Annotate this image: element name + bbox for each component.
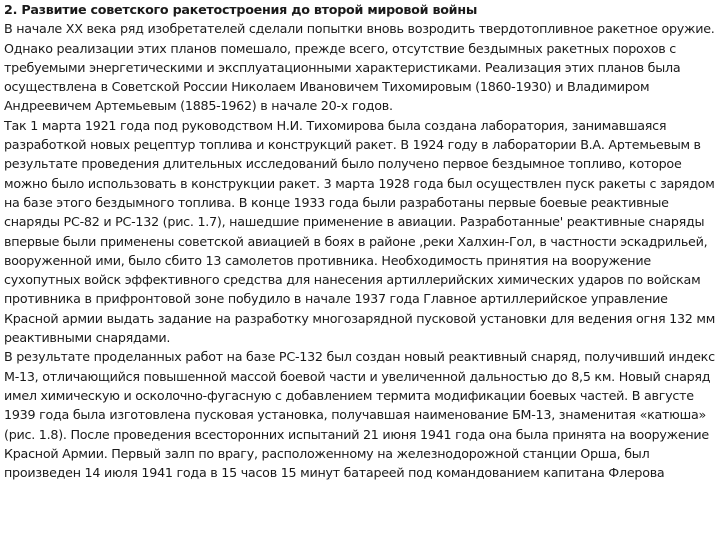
paragraph-laboratory: Так 1 марта 1921 года под руководством Н.И. Тихомирова была создана лаборатория, занимавшаяся разработкой новых рецептур топлива и конструкций ракет. В 1924 году в лаборатории В.А. Артемьевым в результате проведения длительных исследований было получено первое бездымное топливо, которое можно было использовать в конструкции ракет. 3 марта 1928 года был осуществлен пуск ракеты с зарядом на базе этого бездымного топлива. В конце 1933 года были разработаны первые боевые реактивные снаряды РС-82 и РС-132 (рис. 1.7), нашедшие применение в авиации. Разработанные' реактивные снаряды впервые были применены советской авиацией в боях в районе ,реки Халхин-Гол, в частности эскадрильей, вооруженной ими, было сбито 13 самолетов противника. Необходимость принятия на вооружение сухопутных войск эффективного средства для нанесения артиллерийских химических ударов по войскам противника в прифронтовой зоне побудило в начале 1937 года Главное артиллерийское управление Красной армии выдать задание на разработку многозарядной пусковой установки для ведения огня 132 мм реактивными снарядами. [4, 117, 716, 346]
paragraph-intro: В начале XX века ряд изобретателей сделали попытки вновь возродить твердотопливное ракетное оружие. Однако реализации этих планов помешало, прежде всего, отсутствие бездымных ракетных порохов с требуемыми энергетическими и эксплуатационными характеристиками. Реализация этих планов была осуществлена в Советской России Николаем Ивановичем Тихомировым (1860-1930) и Владимиром Андреевичем Артемьевым (1885-1962) в начале 20-х годов. [4, 21, 715, 114]
document-page [4, 0, 716, 482]
document-title: 2. Развитие советского ракетостроения до второй мировой войны [4, 2, 478, 17]
paragraph-katyusha: В результате проделанных работ на базе РС-132 был создан новый реактивный снаряд, получивший индекс М-13, отличающийся повышенной массой боевой части и увеличенной дальностью до 8,5 км. Новый снаряд имел химическую и осколочно-фугасную с добавлением термита модификации боевых частей. В августе 1939 года была изготовлена пусковая установка, получавшая наименование БМ-13, знаменитая «катюша» (рис. 1.8). После проведения всесторонних испытаний 21 июня 1941 года она была принята на вооружение Красной Армии. Первый залп по врагу, расположенному на железнодорожной станции Орша, был произведен 14 июля 1941 года в 15 часов 15 минут батареей под командованием капитана Флерова [4, 349, 715, 481]
